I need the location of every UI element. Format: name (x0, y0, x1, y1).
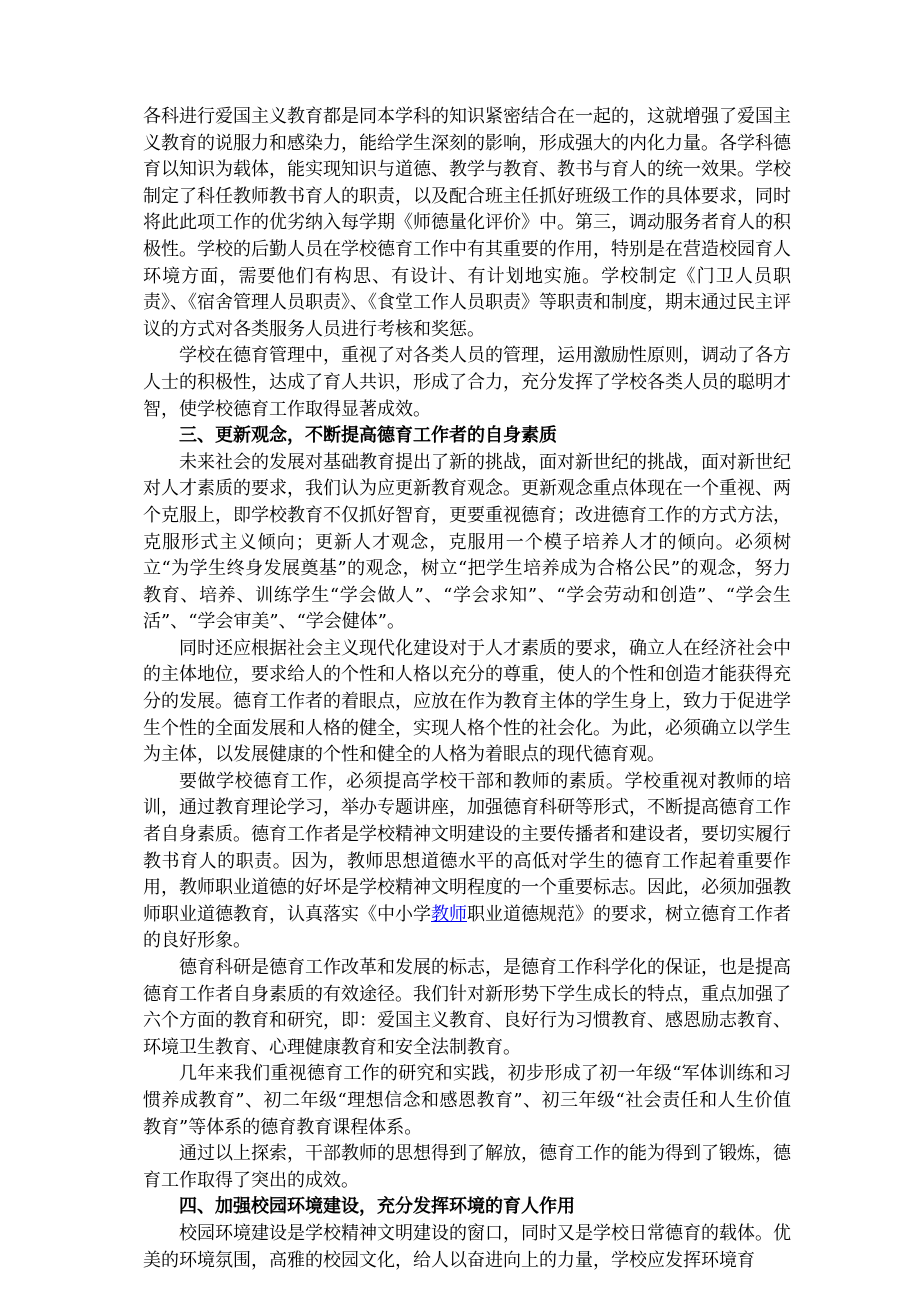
document-page (143, 104, 791, 1274)
section-heading-4: 四、加强校园环境建设，充分发挥环境的育人作用 (179, 1196, 575, 1218)
paragraph-subject-education: 各科进行爱国主义教育都是同本学科的知识紧密结合在一起的，这就增强了爱国主义教育的说服力和感染力，能给学生深刻的影响，形成强大的内化力量。各学科德育以知识为载体，能实现知识与道德、教学与教育、教书与育人的统一效果。学校制定了科任教师教书育人的职责，以及配合班主任抓好班级工作的具体要求，同时将此此项工作的优劣纳入每学期《师德量化评价》中。第三，调动服务者育人的积极性。学校的后勤人员在学校德育工作中有其重要的作用，特别是在营造校园育人环境方面，需要他们有构思、有设计、有计划地实施。学校制定《门卫人员职责》、《宿舍管理人员职责》、《食堂工作人员职责》等职责和制度，期末通过民主评议的方式对各类服务人员进行考核和奖惩。 (143, 106, 791, 340)
section-heading-3: 三、更新观念，不断提高德育工作者的自身素质 (179, 425, 557, 447)
paragraph-curriculum-system: 几年来我们重视德育工作的研究和实践，初步形成了初一年级“军体训练和习惯养成教育”、初二年级“理想信念和感恩教育”、初三年级“社会责任和人生价值教育”等体系的德育教育课程体系。 (143, 1063, 791, 1138)
paragraph-teacher-quality (143, 769, 791, 955)
paragraph-student-subject: 同时还应根据社会主义现代化建设对于人才素质的要求，确立人在经济社会中的主体地位，要求给人的个性和人格以充分的尊重，使人的个性和创造才能获得充分的发展。德育工作者的着眼点，应放在作为教育主体的学生身上，致力于促进学生个性的全面发展和人格的健全，实现人格个性的社会化。为此，必须确立以学生为主体，以发展健康的个性和健全的人格为着眼点的现代德育观。 (143, 637, 791, 766)
paragraph-moral-research: 德育科研是德育工作改革和发展的标志，是德育工作科学化的保证，也是提高德育工作者自身素质的有效途径。我们针对新形势下学生成长的特点，重点加强了六个方面的教育和研究，即：爱国主义教育、良好行为习惯教育、感恩励志教育、环境卫生教育、心理健康教育和安全法制教育。 (143, 957, 791, 1058)
paragraph-management-summary: 学校在德育管理中，重视了对各类人员的管理，运用激励性原则，调动了各方人士的积极性，达成了育人共识，形成了合力，充分发挥了学校各类人员的聪明才智，使学校德育工作取得显著成效。 (143, 345, 791, 420)
paragraph-text-before-link: 要做学校德育工作，必须提高学校干部和教师的素质。学校重视对教师的培训，通过教育理论学习，举办专题讲座，加强德育科研等形式，不断提高德育工作者自身素质。德育工作者是学校精神文明建设的主要传播者和建设者，要切实履行教书育人的职责。因为，教师思想道德水平的高低对学生的德育工作起着重要作用，教师职业道德的好坏是学校精神文明程度的一个重要标志。因此，必须加强教师职业道德教育，认真落实《中小学 (143, 770, 791, 925)
paragraph-campus-environment: 校园环境建设是学校精神文明建设的窗口，同时又是学校日常德育的载体。优美的环境氛围，高雅的校园文化，给人以奋进向上的力量，学校应发挥环境育 (143, 1222, 791, 1271)
paragraph-update-concepts: 未来社会的发展对基础教育提出了新的挑战，面对新世纪的挑战，面对新世纪对人才素质的要求，我们认为应更新教育观念。更新观念重点体现在一个重视、两个克服上，即学校教育不仅抓好智育，更要重视德育；改进德育工作的方式方法，克服形式主义倾向；更新人才观念，克服用一个模子培养人才的倾向。必须树立“为学生终身发展奠基”的观念，树立“把学生培养成为合格公民”的观念，努力教育、培养、训练学生“学会做人”、“学会求知”、“学会劳动和创造”、“学会生活”、“学会审美”、“学会健体”。 (143, 451, 791, 633)
paragraph-results: 通过以上探索，干部教师的思想得到了解放，德育工作的能为得到了锻炼，德育工作取得了突出的成效。 (143, 1143, 791, 1191)
teacher-link[interactable]: 教师 (431, 903, 467, 925)
paragraph-text-after-link: 职业道德规范》的要求，树立德育工作者的良好形象。 (143, 903, 791, 952)
